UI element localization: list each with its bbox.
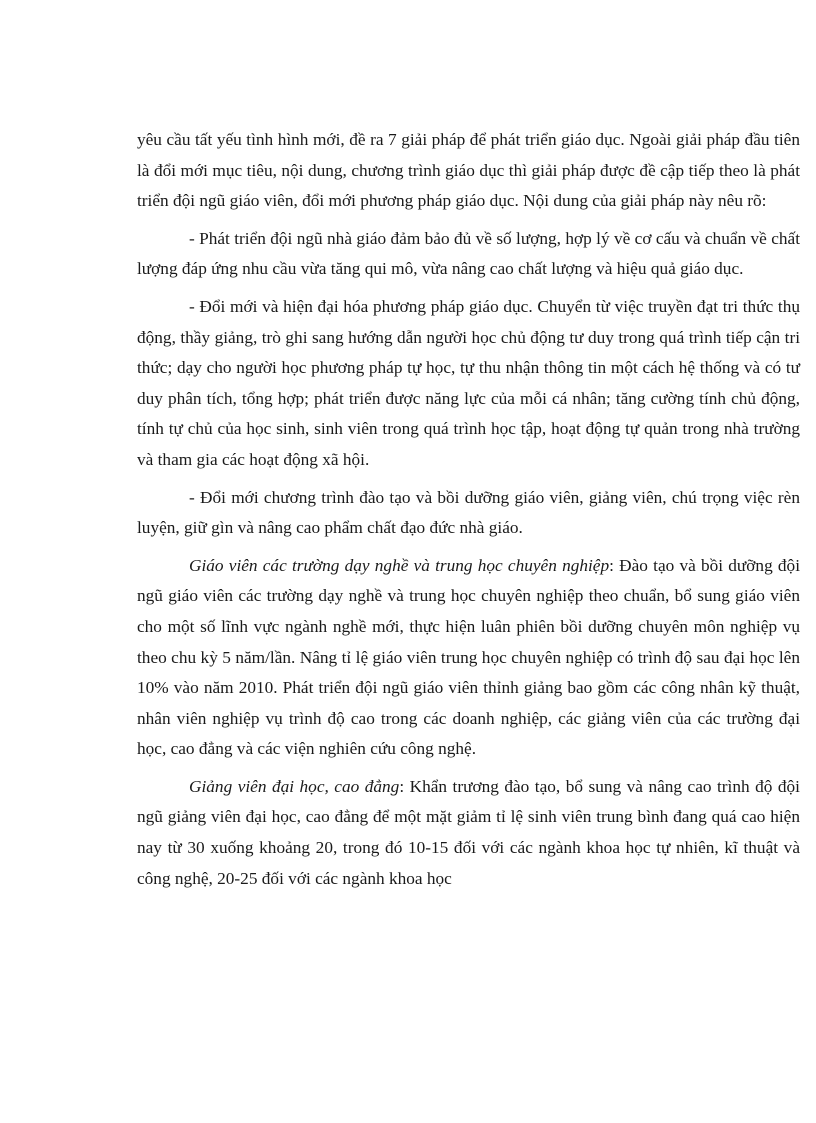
paragraph-lead: Giáo viên các trường dạy nghề và trung học chuyên nghiệp bbox=[189, 555, 610, 575]
paragraph-intro bbox=[137, 125, 800, 217]
paragraph-text: - Đổi mới và hiện đại hóa phương pháp giáo dục. Chuyển từ việc truyền đạt tri thức thụ động, thầy giảng, trò ghi sang hướng dẫn người học chủ động tư duy trong quá trình tiếp cận tri thức; dạy cho người học phương pháp tự học, tự thu nhận thông tin một cách hệ thống và có tư duy phân tích, tổng hợp; phát triển được năng lực của mỗi cá nhân; tăng cường tính chủ động, tính tự chủ của học sinh, sinh viên trong quá trình học tập, hoạt động tự quản trong nhà trường và tham gia các hoạt động xã hội. bbox=[137, 296, 800, 469]
paragraph-university-lecturers bbox=[137, 772, 800, 894]
paragraph-text: - Đổi mới chương trình đào tạo và bồi dưỡng giáo viên, giảng viên, chú trọng việc rèn luyện, giữ gìn và nâng cao phẩm chất đạo đức nhà giáo. bbox=[137, 487, 800, 538]
paragraph-bullet-training bbox=[137, 483, 800, 544]
paragraph-text: : Đào tạo và bồi dưỡng đội ngũ giáo viên các trường dạy nghề và trung học chuyên nghiệp theo chuẩn, bổ sung giáo viên cho một số lĩnh vực ngành nghề mới, thực hiện luân phiên bồi dưỡng chuyên môn nghiệp vụ theo chu kỳ 5 năm/lần. Nâng tỉ lệ giáo viên trung học chuyên nghiệp có trình độ sau đại học lên 10% vào năm 2010. Phát triển đội ngũ giáo viên thỉnh giảng bao gồm các công nhân kỹ thuật, nhân viên nghiệp vụ trình độ cao trong các doanh nghiệp, các giảng viên của các trường đại học, cao đẳng và các viện nghiên cứu công nghệ. bbox=[137, 555, 800, 759]
paragraph-bullet-staff bbox=[137, 224, 800, 285]
paragraph-vocational-teachers bbox=[137, 551, 800, 765]
document-body bbox=[137, 125, 800, 901]
paragraph-text: - Phát triển đội ngũ nhà giáo đảm bảo đủ về số lượng, hợp lý về cơ cấu và chuẩn về chất lượng đáp ứng nhu cầu vừa tăng qui mô, vừa nâng cao chất lượng và hiệu quả giáo dục. bbox=[137, 228, 800, 279]
paragraph-text: : Khẩn trương đào tạo, bổ sung và nâng cao trình độ đội ngũ giảng viên đại học, cao đẳng để một mặt giảm tỉ lệ sinh viên trung bình đang quá cao hiện nay từ 30 xuống khoảng 20, trong đó 10-15 đối với các ngành khoa học tự nhiên, kĩ thuật và công nghệ, 20-25 đối với các ngành khoa học bbox=[137, 776, 800, 888]
paragraph-text: yêu cầu tất yếu tình hình mới, đề ra 7 giải pháp để phát triển giáo dục. Ngoài giải pháp đầu tiên là đổi mới mục tiêu, nội dung, chương trình giáo dục thì giải pháp được đề cập tiếp theo là phát triển đội ngũ giáo viên, đổi mới phương pháp giáo dục. Nội dung của giải pháp này nêu rõ: bbox=[137, 130, 800, 211]
paragraph-bullet-methods bbox=[137, 292, 800, 476]
paragraph-lead: Giảng viên đại học, cao đẳng bbox=[189, 776, 400, 796]
